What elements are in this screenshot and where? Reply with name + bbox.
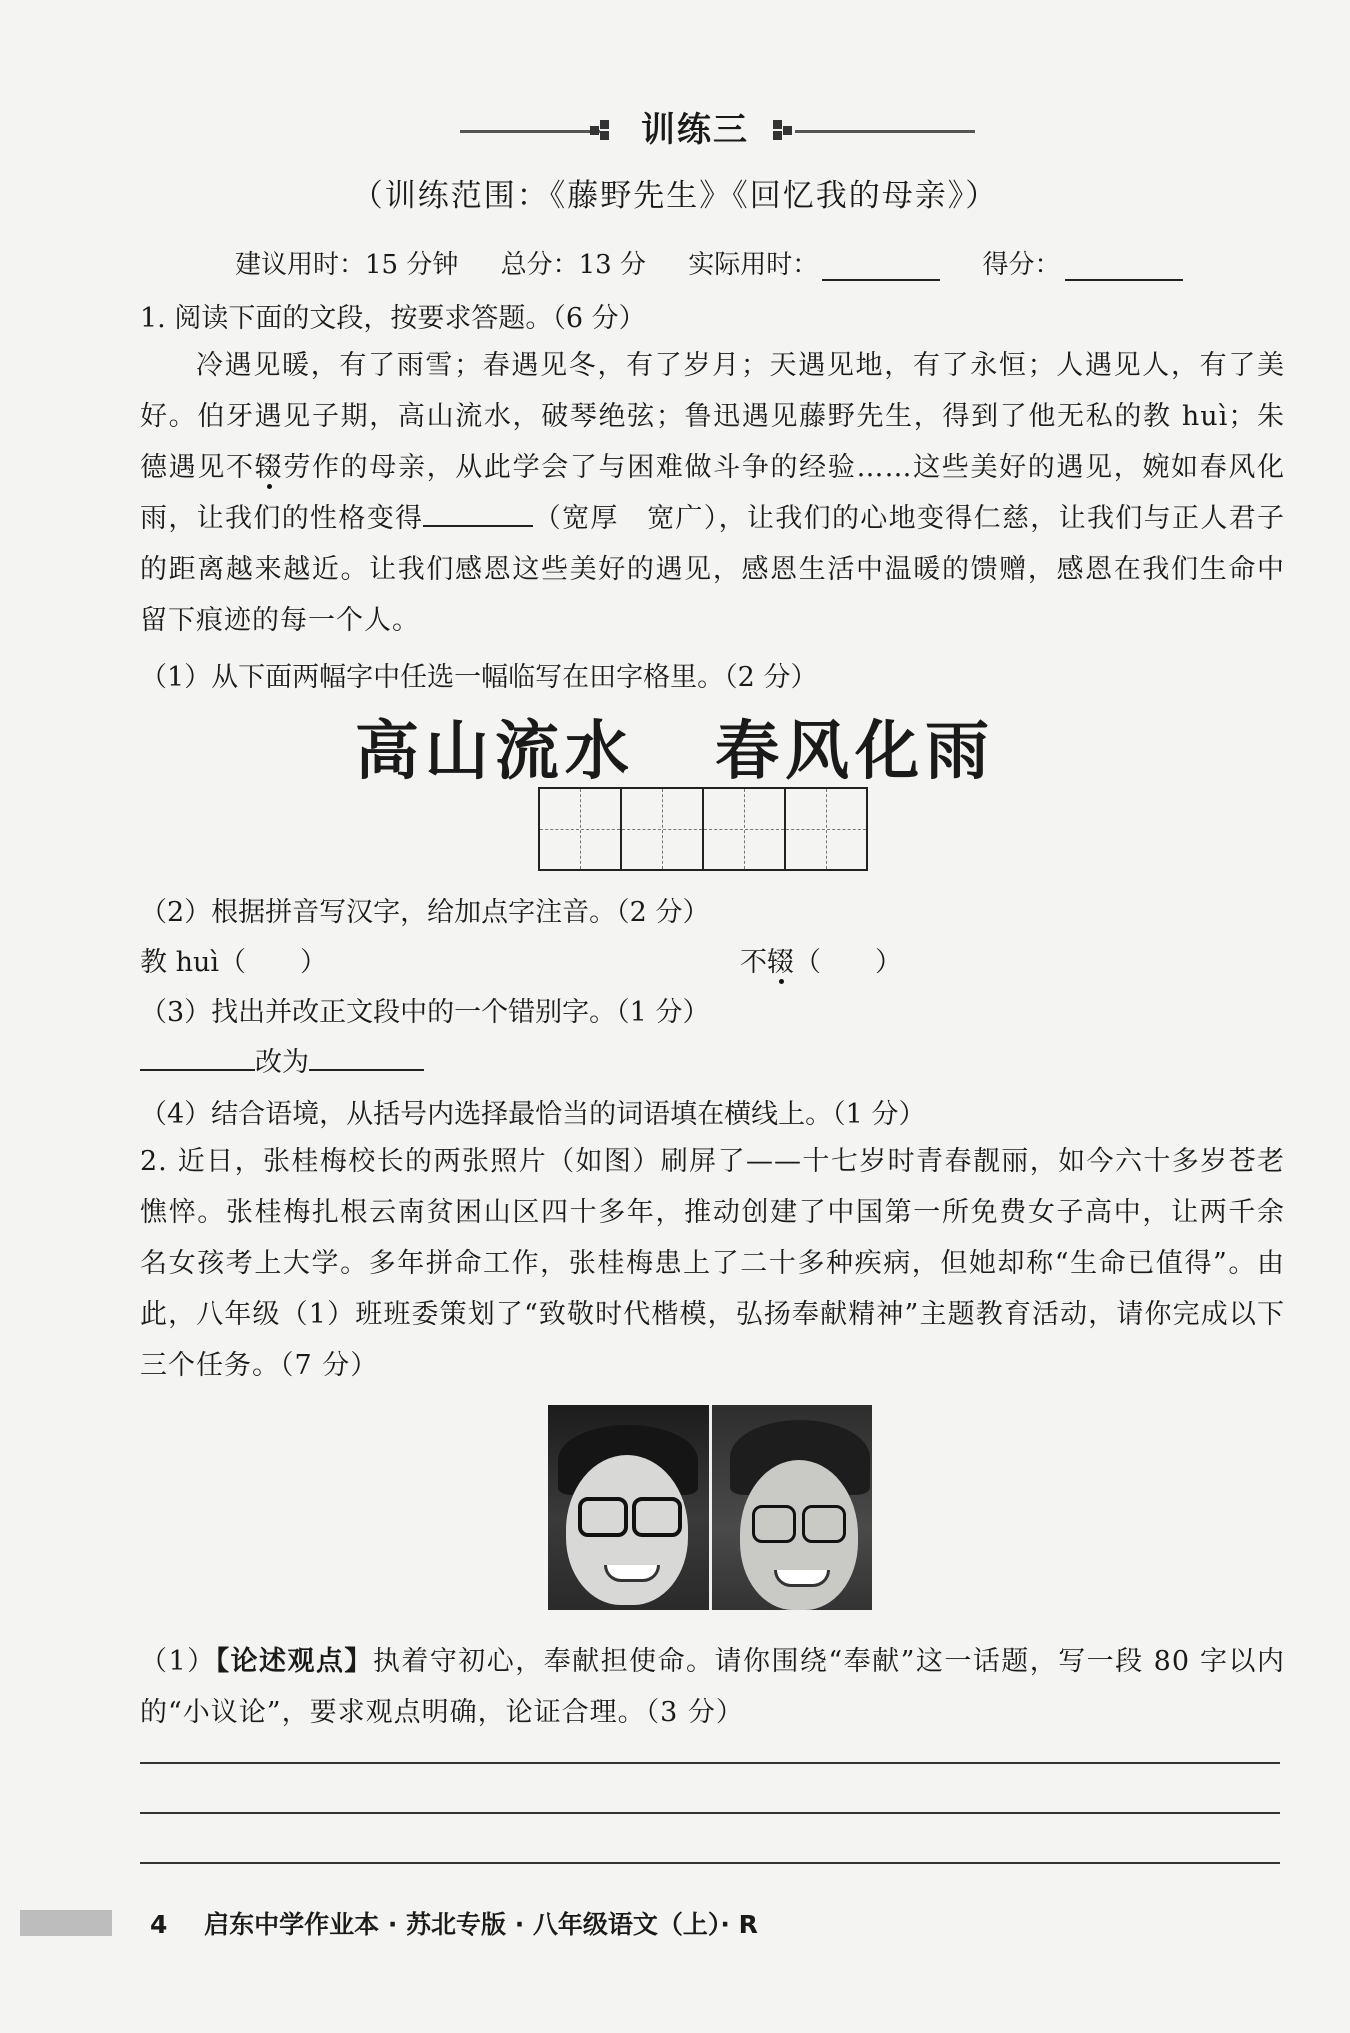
title-rule-left bbox=[460, 130, 600, 133]
glasses-left bbox=[578, 1497, 628, 1537]
title-row bbox=[0, 100, 1350, 150]
mouth bbox=[604, 1565, 660, 1582]
glasses-right bbox=[632, 1497, 682, 1537]
total-score: 总分：13 分 bbox=[500, 250, 646, 280]
q2-sub1 bbox=[140, 1636, 1285, 1738]
correct-char-blank[interactable] bbox=[309, 1047, 424, 1071]
q1-sub4: （4）结合语境，从括号内选择最恰当的词语填在横线上。（1 分） bbox=[140, 1099, 926, 1130]
grid-cell[interactable] bbox=[620, 787, 704, 871]
passage-blank[interactable] bbox=[423, 503, 533, 527]
book-title: 启东中学作业本 · 苏北专版 · 八年级语文（上）· R bbox=[204, 1910, 758, 1939]
score-field[interactable] bbox=[1065, 253, 1183, 281]
meta-row bbox=[235, 244, 1217, 281]
calligraphy-samples bbox=[0, 700, 1350, 792]
footer bbox=[150, 1905, 758, 1941]
answer-line-2[interactable] bbox=[140, 1812, 1280, 1814]
training-range: （训练范围：《藤野先生》《回忆我的母亲》） bbox=[351, 178, 999, 214]
glasses-right bbox=[802, 1505, 846, 1543]
glasses-left bbox=[752, 1505, 796, 1543]
page-title: 训练三 bbox=[641, 110, 749, 150]
q1-sub3-answer bbox=[140, 1040, 1280, 1079]
q1-sub2-a: 教 huì（ ） bbox=[140, 947, 327, 978]
sub2-b-dotted-char: 辍 bbox=[767, 947, 794, 978]
q2-stem: 2. 近日，张桂梅校长的两张照片（如图）刷屏了——十七岁时青春靓丽，如今六十多岁苍老憔悴。张桂梅扎根云南贫困山区四十多年，推动创建了中国第一所免费女子高中，让两千余名女孩考上大学。多年拼命工作，张桂梅患上了二十多种疾病，但她却称“生命已值得”。由此，八年级（1）班班委策划了“致敬时代楷模，弘扬奉献精神”主题教育活动，请你完成以下三个任务。（7 分） bbox=[140, 1146, 1285, 1381]
passage-part-1: 冷遇见暖，有了雨雪；春遇见冬，有了岁月；天遇见地，有了永恒；人遇见人，有了美好。伯牙遇见子期，高山流水，破琴绝弦；鲁迅遇见藤野先生，得到了他无私的教 huì；朱德遇见不 bbox=[140, 350, 1285, 483]
wrong-char-blank[interactable] bbox=[140, 1047, 255, 1071]
q1-sub3: （3）找出并改正文段中的一个错别字。（1 分） bbox=[140, 997, 710, 1028]
passage-part-2: 劳作的母亲，从此学会了与困难做斗争的经验……这些美好的遇见，婉如春风化雨，让我们的性格变得 bbox=[140, 452, 1286, 534]
q2-sub1-tag: 【论述观点】 bbox=[215, 1646, 373, 1677]
title-rule-right bbox=[795, 130, 975, 133]
grid-cell[interactable] bbox=[784, 787, 868, 871]
mouth bbox=[774, 1570, 830, 1587]
actual-time bbox=[688, 244, 940, 281]
actual-time-field[interactable] bbox=[822, 253, 940, 281]
footer-gray-bar bbox=[20, 1910, 112, 1936]
answer-line-1[interactable] bbox=[140, 1762, 1280, 1764]
actual-time-label: 实际用时： bbox=[688, 250, 819, 280]
grid-cell[interactable] bbox=[538, 787, 622, 871]
title-ornament-left-icon bbox=[590, 120, 610, 140]
q1-sub2: （2）根据拼音写汉字，给加点字注音。（2 分） bbox=[140, 897, 710, 928]
page-number: 4 bbox=[150, 1910, 168, 1939]
q2-sub1-prefix: （1） bbox=[140, 1646, 216, 1677]
photo-old bbox=[709, 1405, 873, 1610]
sub2-b-pre: 不 bbox=[740, 947, 767, 978]
q2-sub1-text: 执着守初心，奉献担使命。请你围绕“奉献”这一话题，写一段 80 字以内的“小议论”，要求观点明确，论证合理。（3 分） bbox=[140, 1646, 1285, 1728]
passage-part-3: （宽厚 宽广），让我们的心地变得仁慈，让我们与正人君子的距离越来越近。让我们感恩这些美好的遇见，感恩生活中温暖的馈赠，感恩在我们生命中留下痕迹的每一个人。 bbox=[140, 503, 1286, 636]
q1-sub1: （1）从下面两幅字中任选一幅临写在田字格里。（2 分） bbox=[140, 662, 818, 693]
passage-dotted-char: 辍 bbox=[254, 452, 284, 483]
tianzige-grid bbox=[540, 787, 868, 871]
title-ornament-right-icon bbox=[773, 120, 793, 140]
q1-stem: 1. 阅读下面的文段，按要求答题。（6 分） bbox=[140, 303, 646, 334]
calligraphy-sample-1: 高山流水 bbox=[354, 714, 635, 789]
answer-line-3[interactable] bbox=[140, 1862, 1280, 1864]
q1-passage bbox=[140, 340, 1285, 646]
suggested-time: 建议用时：15 分钟 bbox=[235, 250, 459, 280]
score bbox=[983, 244, 1183, 281]
calligraphy-sample-2: 春风化雨 bbox=[715, 714, 996, 789]
fix-label: 改为 bbox=[255, 1047, 309, 1078]
q1-sub2-b bbox=[740, 940, 1040, 979]
zhang-guimei-photos bbox=[548, 1405, 872, 1610]
grid-cell[interactable] bbox=[702, 787, 786, 871]
score-label: 得分： bbox=[982, 250, 1061, 280]
sub2-b-post: （ ） bbox=[794, 947, 902, 978]
photo-young bbox=[548, 1405, 709, 1610]
